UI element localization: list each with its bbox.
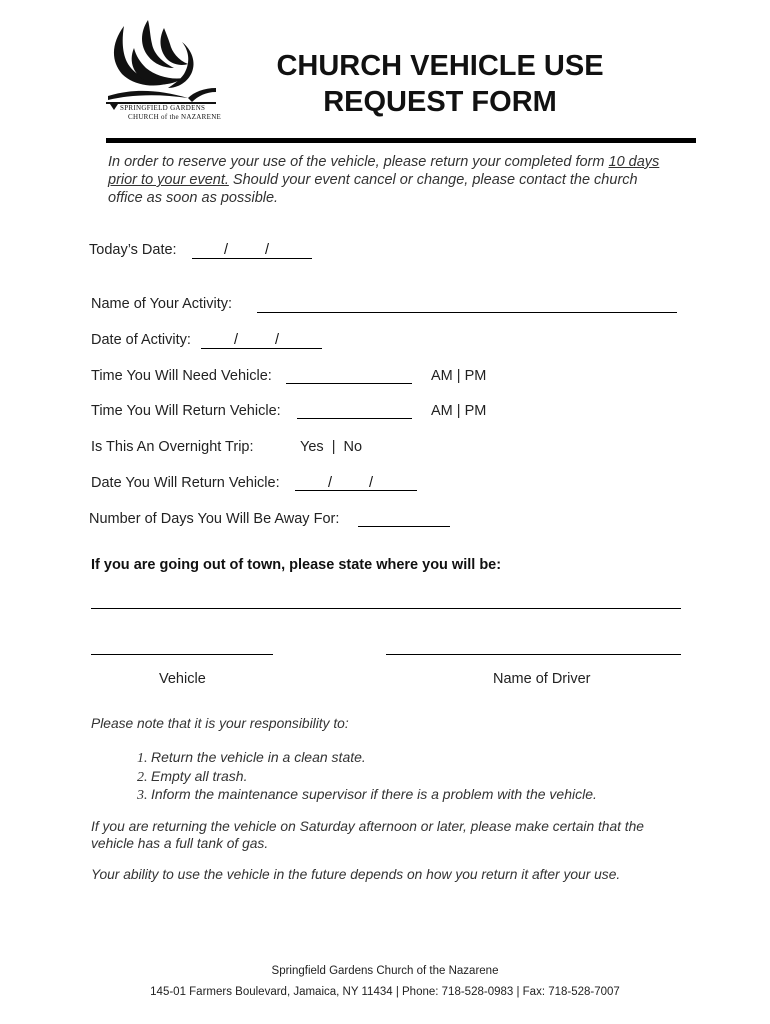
- overnight-label: Is This An Overnight Trip:: [91, 439, 254, 455]
- future-use-note: Your ability to use the vehicle in the future depends on how you return it after your use.: [91, 867, 621, 882]
- time-return-ampm[interactable]: AM | PM: [431, 403, 487, 419]
- list-item: [137, 786, 597, 805]
- days-away-field[interactable]: [358, 526, 450, 527]
- form-title: [240, 48, 640, 120]
- responsibility-list: [137, 749, 597, 805]
- intro-text-after: Should your event cancel or change, please contact the church office as soon as possible.: [108, 172, 638, 206]
- todays-date-label: Today’s Date:: [89, 242, 177, 258]
- activity-name-field[interactable]: [257, 312, 677, 313]
- activity-date-label: Date of Activity:: [91, 332, 191, 348]
- list-item: [137, 749, 597, 768]
- time-return-field[interactable]: [297, 418, 412, 419]
- return-date-field[interactable]: [295, 490, 417, 491]
- todays-date-field[interactable]: [192, 258, 312, 259]
- overnight-yes-no[interactable]: Yes | No: [300, 439, 363, 455]
- logo-text-line1: SPRINGFIELD GARDENS: [120, 104, 206, 112]
- intro-text-before: In order to reserve your use of the vehicle, please return your completed form: [108, 154, 609, 170]
- date-separator: /: [265, 242, 270, 258]
- logo-text-line2: CHURCH of the NAZARENE: [128, 113, 222, 121]
- time-return-label: Time You Will Return Vehicle:: [91, 403, 281, 419]
- list-number: 3.: [137, 788, 148, 803]
- time-need-ampm[interactable]: AM | PM: [431, 368, 487, 384]
- time-need-label: Time You Will Need Vehicle:: [91, 368, 272, 384]
- saturday-note: If you are returning the vehicle on Saturday afternoon or later, please make certain that the vehicle has a full tank of gas.: [91, 819, 644, 851]
- list-number: 1.: [137, 751, 148, 766]
- date-separator: /: [234, 332, 239, 348]
- out-of-town-field[interactable]: [91, 608, 681, 609]
- activity-date-field[interactable]: [201, 348, 322, 349]
- list-text: Return the vehicle in a clean state.: [151, 749, 366, 765]
- title-line2: REQUEST FORM: [323, 86, 557, 118]
- intro-paragraph: [108, 153, 668, 207]
- footer-church-name: Springfield Gardens Church of the Nazarene: [271, 965, 499, 977]
- vehicle-label: Vehicle: [159, 671, 206, 687]
- return-date-label: Date You Will Return Vehicle:: [91, 475, 280, 491]
- driver-name-field[interactable]: [386, 654, 681, 655]
- title-line1: CHURCH VEHICLE USE: [276, 50, 604, 82]
- responsibility-note: Please note that it is your responsibility to:: [91, 716, 349, 731]
- title-divider: [106, 138, 696, 143]
- driver-label: Name of Driver: [493, 671, 591, 687]
- list-number: 2.: [137, 769, 148, 785]
- date-separator: /: [275, 332, 280, 348]
- out-of-town-heading: If you are going out of town, please state where you will be:: [91, 557, 502, 573]
- footer-address: 145-01 Farmers Boulevard, Jamaica, NY 11434 | Phone: 718-528-0983 | Fax: 718-528-7007: [150, 986, 620, 998]
- list-item: [137, 768, 597, 787]
- date-separator: /: [369, 475, 374, 491]
- date-separator: /: [224, 242, 229, 258]
- time-need-field[interactable]: [286, 383, 412, 384]
- days-away-label: Number of Days You Will Be Away For:: [89, 511, 340, 527]
- date-separator: /: [328, 475, 333, 491]
- vehicle-field[interactable]: [91, 654, 273, 655]
- intro-deadline: 10 days prior to your event.: [108, 154, 660, 188]
- list-text: Inform the maintenance supervisor if there is a problem with the vehicle.: [151, 786, 597, 802]
- list-text: Empty all trash.: [151, 767, 248, 784]
- activity-name-label: Name of Your Activity:: [91, 296, 233, 312]
